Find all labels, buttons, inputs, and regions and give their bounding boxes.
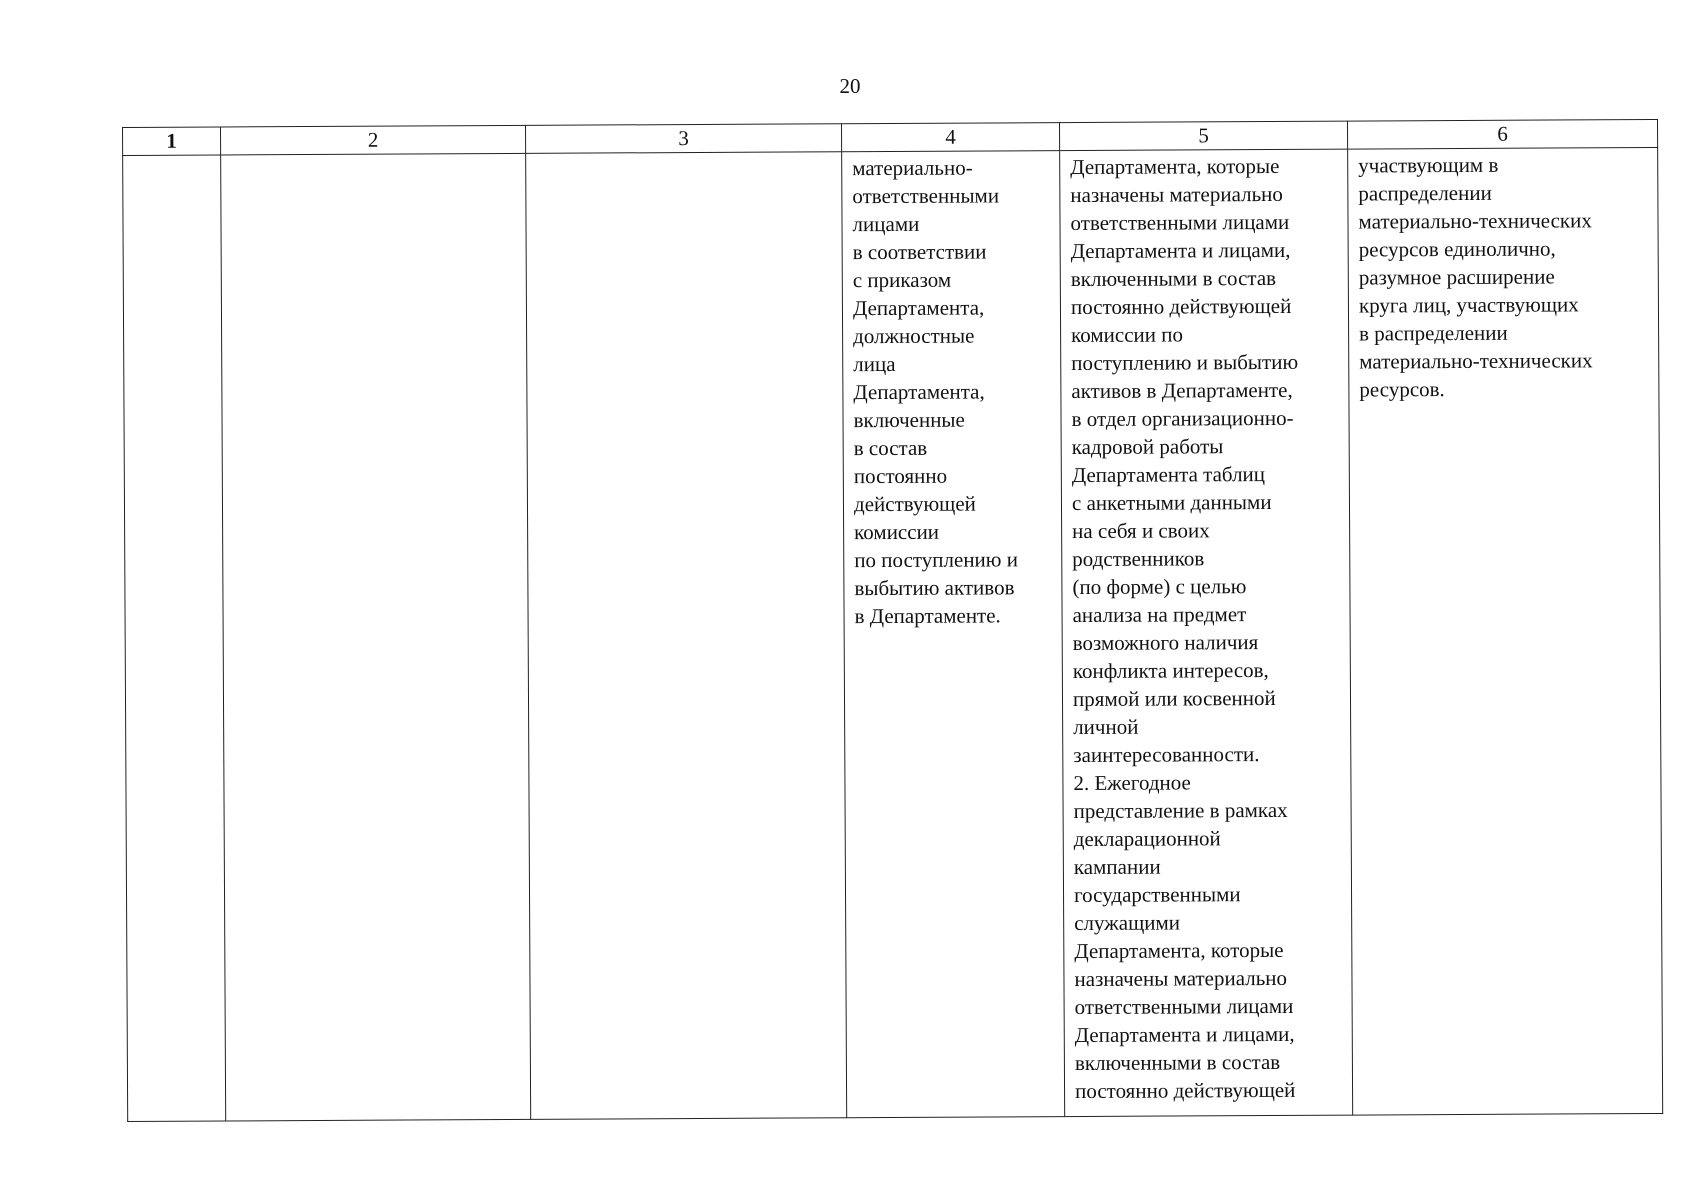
column-header-1: 1	[123, 127, 221, 156]
cell-text-col-5: Департамента, которые назначены материально ответственными лицами Департамента и лицами, включенными в состав постоянно действующей комиссии по поступлению и выбытию активов в Департаменте, в отдел организационно- кадровой работы Департамента таблиц с анкетными данными на себя и своих родственников (по форме) с целью анализа на предмет возможного наличия конфликта интересов, прямой или косвенной личной заинтересованности. 2. Ежегодное представление в рамках декларационной кампании государственными служащими Департамента, которые назначены материально ответственными лицами Департамента и лицами, включенными в состав постоянно действующей	[1070, 153, 1299, 1104]
column-header-5: 5	[1059, 121, 1347, 151]
cell-text-col-1	[123, 155, 220, 158]
column-header-2: 2	[221, 125, 526, 155]
cell-col-4	[842, 151, 1065, 1118]
table-row	[123, 147, 1663, 1121]
document-table	[122, 119, 1663, 1122]
cell-text-col-4: материально- ответственными лицами в соответствии с приказом Департамента, должностные лица Департамента, включенные в состав постоянно действующей комиссии по поступлению и выбытию активов в Департаменте.	[852, 155, 1019, 629]
column-header-6: 6	[1347, 119, 1657, 149]
cell-col-1	[123, 155, 226, 1121]
page-number: 20	[839, 74, 861, 98]
cell-text-col-3	[526, 152, 841, 156]
column-header-4: 4	[841, 123, 1059, 152]
column-header-3: 3	[525, 124, 841, 154]
cell-col-2	[221, 153, 531, 1121]
cell-col-6	[1348, 147, 1663, 1115]
cell-col-5	[1060, 149, 1353, 1116]
cell-text-col-6: участвующим в распределении материально-технических ресурсов единолично, разумное расширение круга лиц, участвующих в распределении материально-технических ресурсов.	[1358, 152, 1593, 402]
cell-col-3	[526, 152, 847, 1120]
cell-text-col-2	[221, 154, 525, 158]
